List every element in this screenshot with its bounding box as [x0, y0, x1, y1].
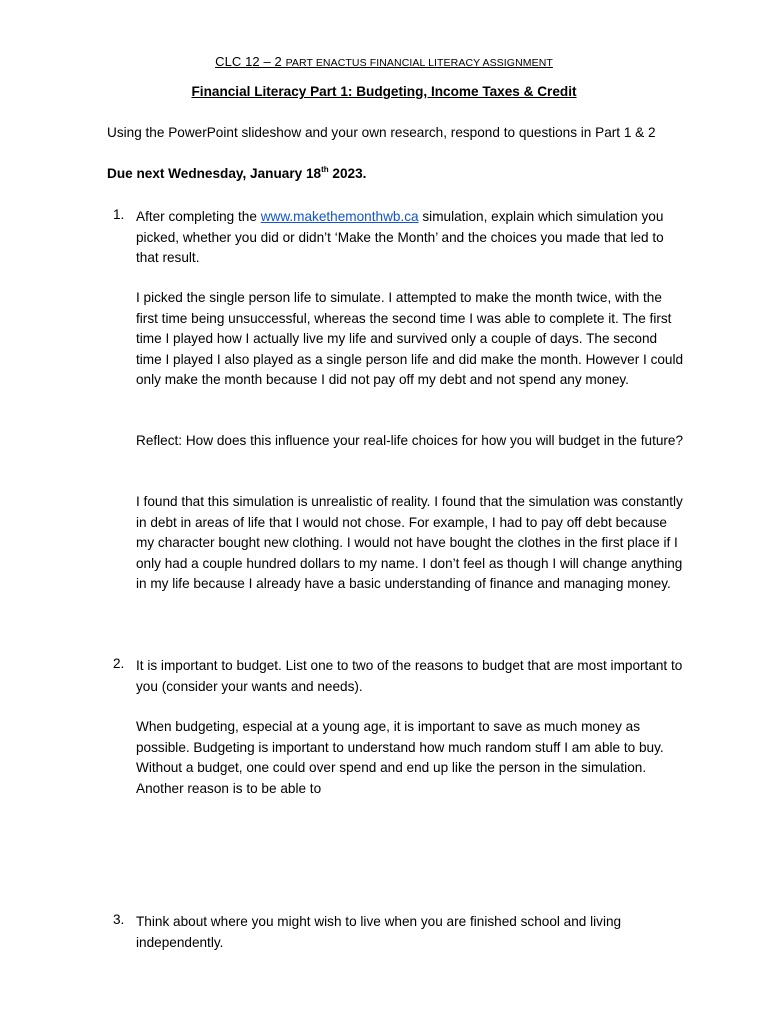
title-prefix: CLC 12 – 2 [215, 54, 286, 69]
question-1-answer-text: I picked the single person life to simulate. I attempted to make the month twice, with the first time being unsuccessful, whereas the second time I was able to complete it. The first time I played how I actually live my life and survived only a couple of days. The second time I played I also played as a single person life and did make the month. However I could only make the month because I did not pay off my debt and not spend any money. [136, 290, 684, 387]
question-1-prompt-after: simulation, explain which simulation you picked, whether you did or didn’t ‘Make the Month’ and the choices you made that led to that result. [136, 209, 664, 265]
due-date [107, 165, 366, 181]
question-1-reflect-prompt-text: Reflect: How does this influence your real-life choices for how you will budget in the future? [136, 433, 684, 448]
due-sup: th [321, 165, 329, 174]
question-2-answer [136, 717, 686, 799]
question-2-answer-text: When budgeting, especial at a young age, it is important to save as much money as possible. Budgeting is important to understand how much random stuff I am able to buy. Without a budget, one could over spend and end up like the person in the simulation. Another reason is to be able to [136, 719, 664, 796]
intro-text: Using the PowerPoint slideshow and your own research, respond to questions in Part 1 & 2 [107, 125, 656, 140]
question-1-reflect-answer-text: I found that this simulation is unrealistic of reality. I found that the simulation was constantly in debt in areas of life that I would not chose. For example, I had to pay off debt because my character bought new clothing. I would not have bought the clothes in the first place if I only had a couple hundred dollars to my name. I don’t feel as though I will change anything in my life because I already have a basic understanding of finance and managing money. [136, 494, 683, 591]
due-prefix: Due next Wednesday, January 18 [107, 166, 322, 181]
question-1-reflect-answer [136, 492, 686, 595]
title-smallcaps: PART ENACTUS FINANCIAL LITERACY ASSIGNMENT [285, 57, 553, 69]
question-1-reflect-prompt [136, 431, 686, 452]
question-1-number: 1. [113, 207, 125, 222]
document-title [0, 54, 768, 69]
question-2-prompt-text: It is important to budget. List one to two of the reasons to budget that are most important to you (consider your wants and needs). [136, 658, 683, 694]
question-3-number: 3. [113, 912, 125, 927]
question-3-prompt [136, 912, 686, 953]
document-subtitle: Financial Literacy Part 1: Budgeting, Income Taxes & Credit [191, 84, 577, 99]
question-1-prompt-before: After completing the [136, 209, 261, 224]
question-2-number: 2. [113, 656, 125, 671]
makethemonth-link[interactable]: www.makethemonthwb.ca [260, 209, 419, 224]
due-suffix: 2023. [328, 166, 367, 181]
question-2-prompt [136, 656, 686, 697]
question-1-prompt [136, 207, 686, 269]
question-1-answer [136, 288, 686, 391]
question-3-prompt-text: Think about where you might wish to live when you are finished school and living independently. [136, 914, 622, 950]
